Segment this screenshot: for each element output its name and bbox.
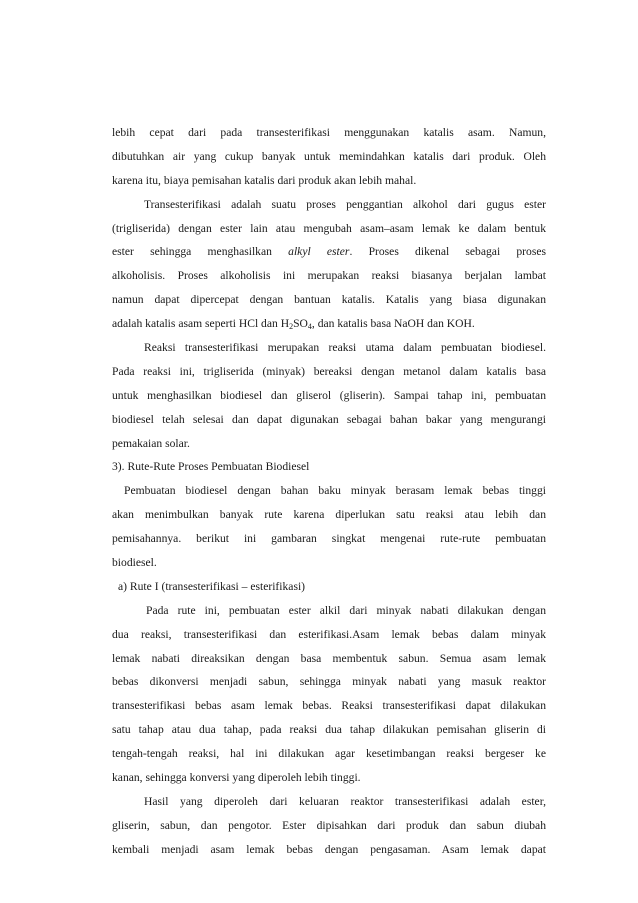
text-line: bebas dikonversi menjadi sabun, sehingga minyak nabati yang masuk reaktor <box>112 675 546 689</box>
text-segment: SO <box>293 317 308 331</box>
subscript: 4 <box>307 322 312 332</box>
text-line: dua reaksi, transesterifikasi dan esterifikasi.Asam lemak bebas dalam minyak <box>112 627 546 641</box>
text-line: alkoholisis. Proses alkoholisis ini merupakan reaksi biasanya berjalan lambat <box>112 269 546 283</box>
text-line: pemisahannya. berikut ini gambaran singkat mengenai rute-rute pembuatan <box>112 532 546 546</box>
subsection-heading: a) Rute I (transesterifikasi – esterifikasi) <box>118 579 306 593</box>
text-line: akan menimbulkan banyak rute karena diperlukan satu reaksi atau lebih dan <box>112 508 546 522</box>
text-line: namun dapat dipercepat dengan bantuan katalis. Katalis yang biasa digunakan <box>112 293 546 307</box>
text-line: (trigliserida) dengan ester lain atau mengubah asam–asam lemak ke dalam bentuk <box>112 221 546 235</box>
text-line: pemakaian solar. <box>112 436 190 450</box>
text-line: satu tahap atau dua tahap, pada reaksi dua tahap dilakukan pemisahan gliserin di <box>112 723 546 737</box>
text-line: untuk menghasilkan biodiesel dan gliserol (gliserin). Sampai tahap ini, pembuatan <box>112 388 546 402</box>
text-line: kanan, sehingga konversi yang diperoleh lebih tinggi. <box>112 771 361 785</box>
body-text <box>112 121 546 862</box>
text-line: kembali menjadi asam lemak bebas dengan pengasaman. Asam lemak dapat <box>112 842 546 856</box>
paragraph-start-line: Transesterifikasi adalah suatu proses penggantian alkohol dari gugus ester <box>144 197 546 211</box>
text-line: biodiesel. <box>112 556 157 570</box>
text-line: Pada reaksi ini, trigliserida (minyak) bereaksi dengan metanol dalam katalis basa <box>112 364 546 378</box>
section-heading: 3). Rute-Rute Proses Pembuatan Biodiesel <box>112 460 310 474</box>
paragraph-start-line: Reaksi transesterifikasi merupakan reaksi utama dalam pembuatan biodiesel. <box>144 341 546 355</box>
text-line: tengah-tengah reaksi, hal ini dilakukan agar kesetimbangan reaksi bergeser ke <box>112 747 546 761</box>
text-line: dibutuhkan air yang cukup banyak untuk memindahkan katalis dari produk. Oleh <box>112 149 546 163</box>
text-segment: adalah katalis asam seperti HCl dan H <box>112 317 290 331</box>
text-segment: . Proses dikenal sebagai proses <box>349 245 547 259</box>
paragraph-start-line: Hasil yang diperoleh dari keluaran reaktor transesterifikasi adalah ester, <box>144 794 546 808</box>
paragraph-start-line: Pada rute ini, pembuatan ester alkil dari minyak nabati dilakukan dengan <box>146 603 546 617</box>
paragraph-start-line: Pembuatan biodiesel dengan bahan baku minyak berasam lemak bebas tinggi <box>124 484 546 498</box>
text-line: gliserin, sabun, dan pengotor. Ester dipisahkan dari produk dan sabun diubah <box>112 818 546 832</box>
text-line: transesterifikasi bebas asam lemak bebas. Reaksi transesterifikasi dapat dilakukan <box>112 699 546 713</box>
subscript: 2 <box>289 322 294 332</box>
text-line: karena itu, biaya pemisahan katalis dari produk akan lebih mahal. <box>112 173 417 187</box>
text-segment: ester sehingga menghasilkan <box>112 245 272 259</box>
text-line: lebih cepat dari pada transesterifikasi menggunakan katalis asam. Namun, <box>112 126 546 139</box>
text-line-with-formula <box>112 312 546 336</box>
text-line: lemak nabati direaksikan dengan basa membentuk sabun. Semua asam lemak <box>112 651 546 665</box>
italic-term: alkyl ester <box>288 245 350 259</box>
text-line-with-italic <box>112 240 546 264</box>
text-line: biodiesel telah selesai dan dapat digunakan sebagai bahan bakar yang mengurangi <box>112 412 546 426</box>
text-segment: , dan katalis basa NaOH dan KOH. <box>311 317 475 331</box>
